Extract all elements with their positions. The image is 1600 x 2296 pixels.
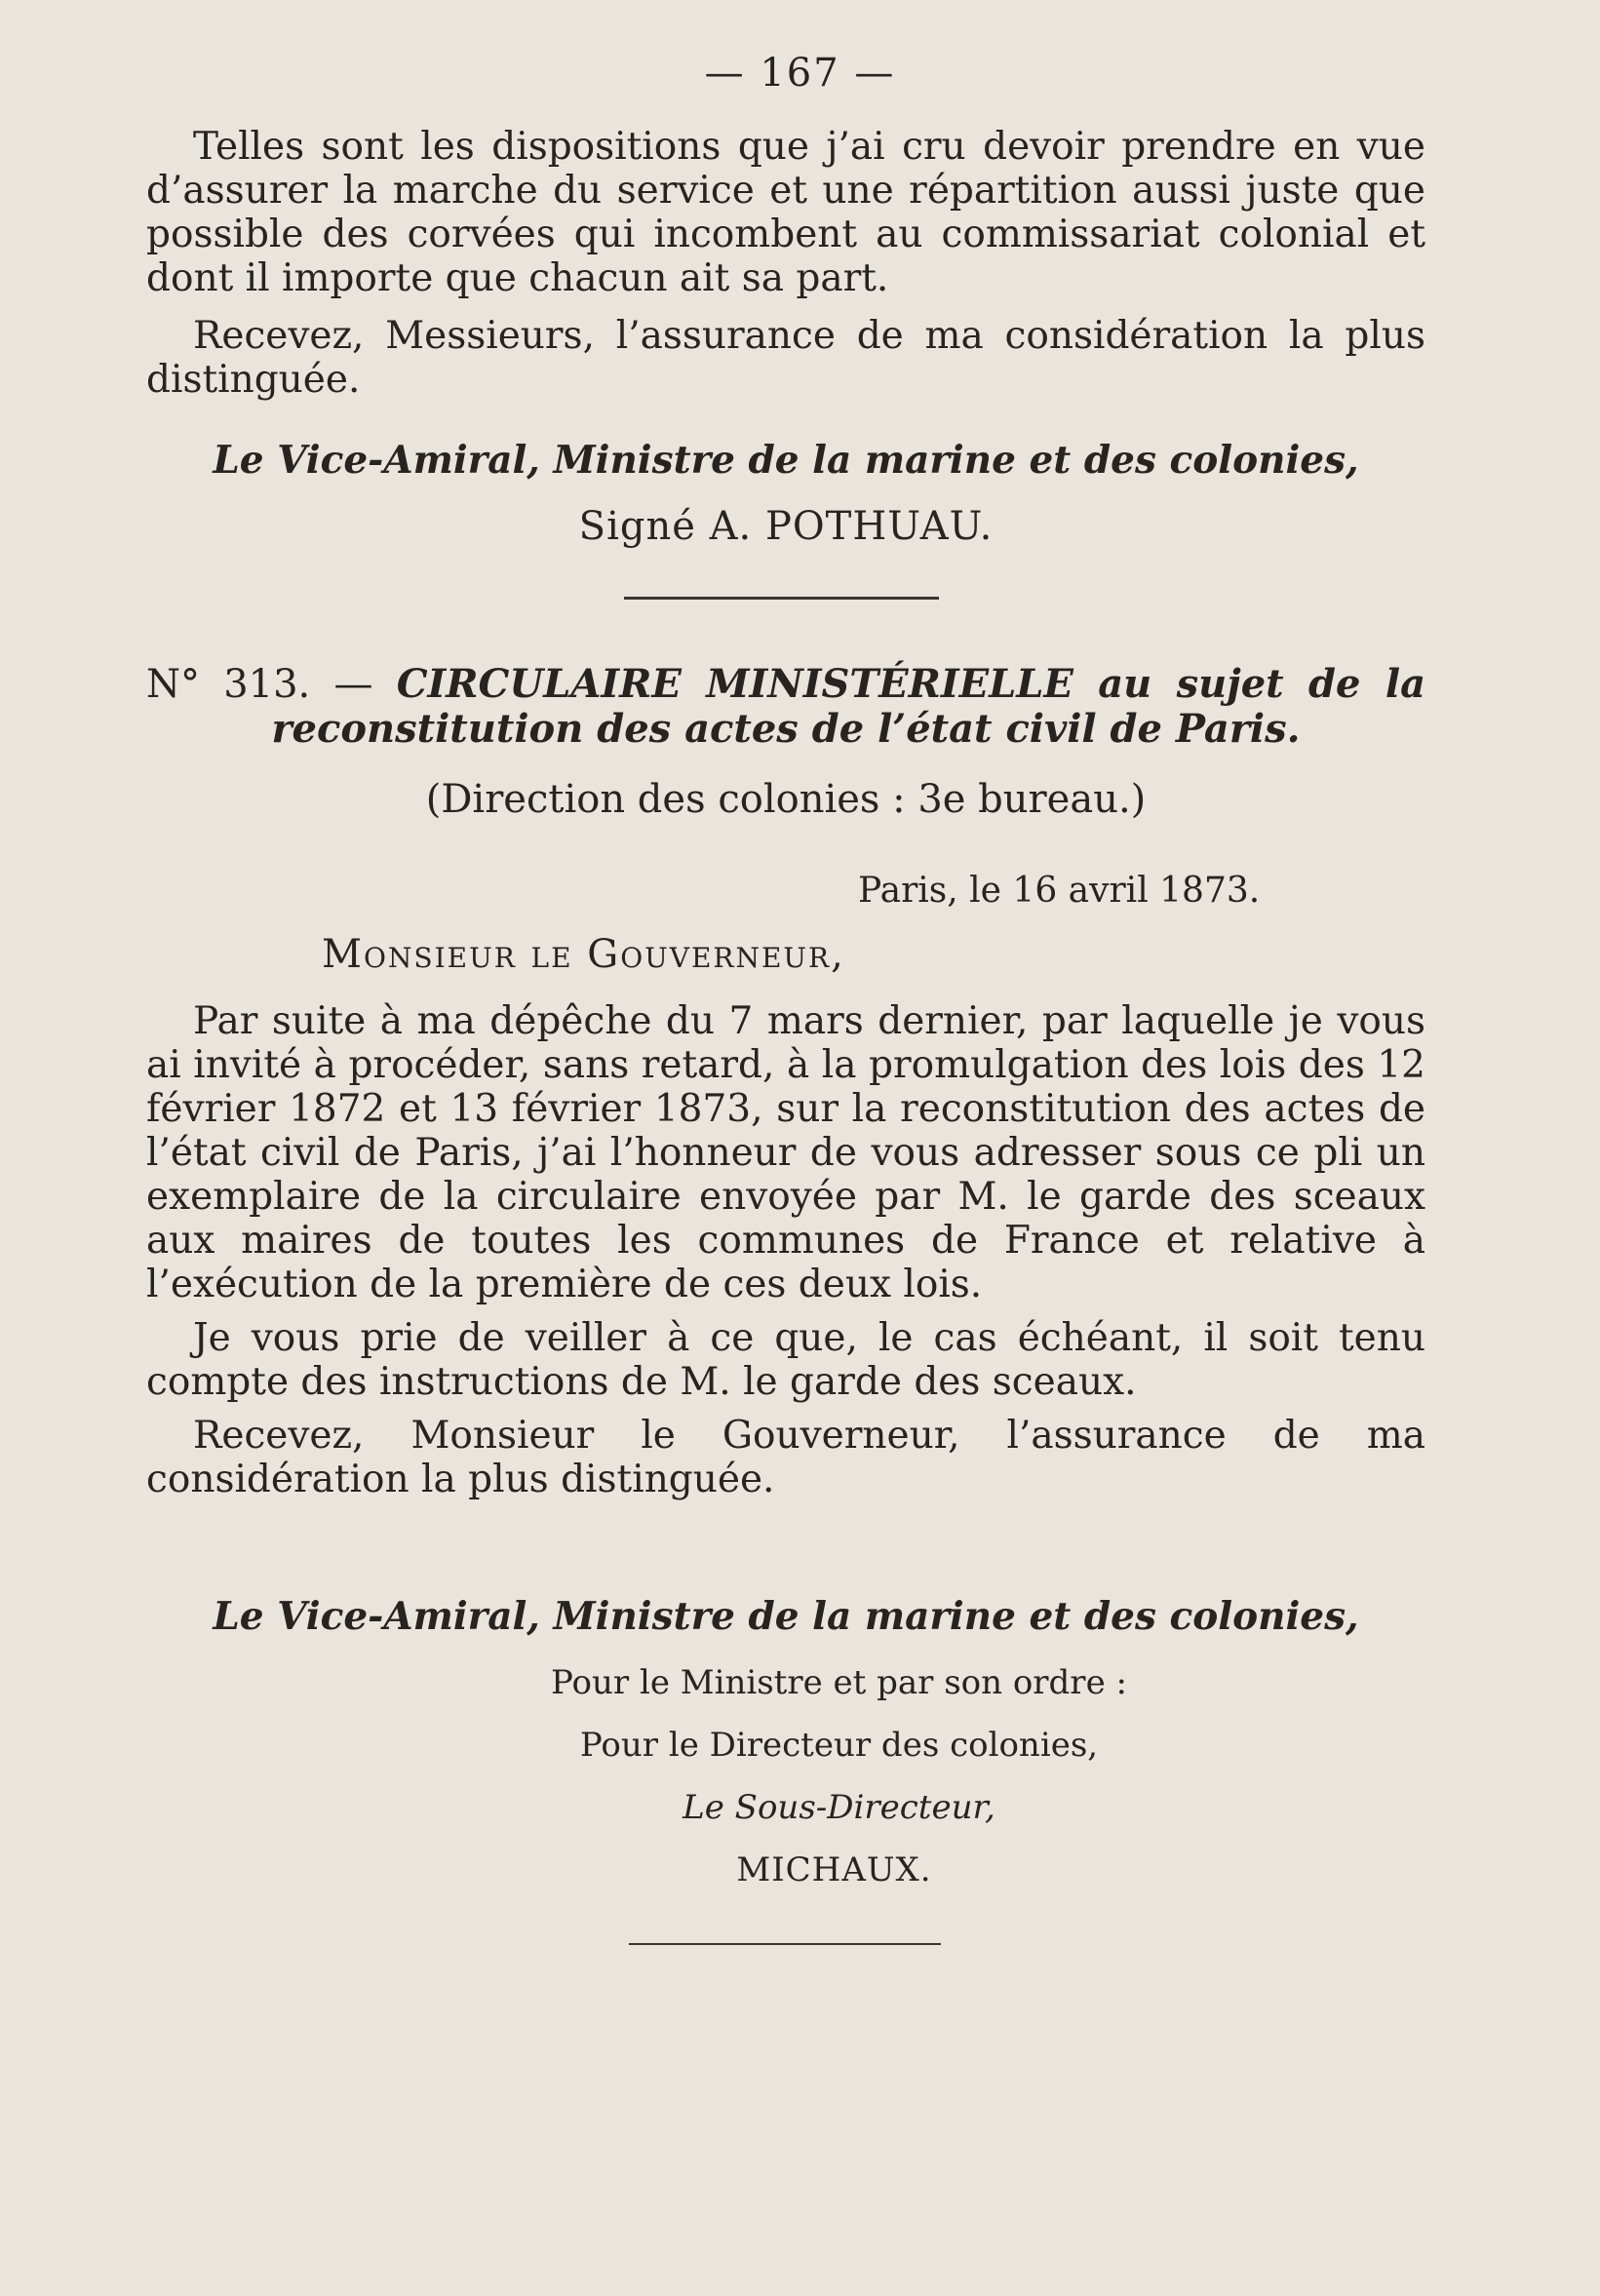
- page-number: — 167 —: [704, 51, 896, 96]
- divider-bottom: [629, 1943, 941, 1945]
- signed-name: Signé A. POTHUAU.: [578, 504, 994, 549]
- closing-paragraph: Telles sont les dispositions que j’ai cru devoir prendre en vue d’assurer la marche du service et une répartition aussi juste que possible des corvées qui incombent au commissariat colonial et dont il importe que chacun ait sa part.: [146, 125, 1425, 300]
- signature-title-2: Le Vice-Amiral, Ministre de la marine et des colonies,: [213, 1594, 1359, 1639]
- circular-number: N° 313. —: [146, 662, 373, 707]
- salutation: Monsieur le Gouverneur,: [322, 932, 845, 977]
- order-line-1: Pour le Ministre et par son ordre :: [551, 1663, 1127, 1702]
- body-paragraph-3: Recevez, Monsieur le Gouverneur, l’assurance de ma considération la plus distinguée.: [146, 1414, 1425, 1501]
- order-line-3: Le Sous-Directeur,: [683, 1788, 995, 1827]
- body-paragraph-2: Je vous prie de veiller à ce que, le cas échéant, il soit tenu compte des instructions de M. le garde des sceaux.: [146, 1316, 1425, 1404]
- place-date: Paris, le 16 avril 1873.: [858, 871, 1261, 911]
- divider: [624, 597, 939, 600]
- signer-name: MICHAUX.: [736, 1850, 932, 1889]
- order-line-2: Pour le Directeur des colonies,: [579, 1726, 1099, 1765]
- circular-heading: [146, 661, 1425, 708]
- circular-title: CIRCULAIRE MINISTÉRIELLE au sujet de la: [396, 661, 1426, 707]
- body-paragraph-1: Par suite à ma dépêche du 7 mars dernier, par laquelle je vous ai invité à procéder, sans retard, à la promulgation des lois des 12 février 1872 et 13 février 1873, sur la reconstitution des actes de l’état civil de Paris, j’ai l’honneur de vous adresser sous ce pli un exemplaire de la circulaire envoyée par M. le garde des sceaux aux maires de toutes les communes de France et relative à l’exécution de la première de ces deux lois.: [146, 999, 1425, 1306]
- direction-line: (Direction des colonies : 3e bureau.): [425, 777, 1147, 822]
- signature-title: Le Vice-Amiral, Ministre de la marine et des colonies,: [213, 438, 1359, 483]
- circular-subtitle: reconstitution des actes de l’état civil de Paris.: [271, 706, 1301, 752]
- section-1: [146, 125, 1425, 402]
- circular-body: [146, 999, 1425, 1501]
- regards-paragraph: Recevez, Messieurs, l’assurance de ma considération la plus distinguée.: [146, 314, 1425, 402]
